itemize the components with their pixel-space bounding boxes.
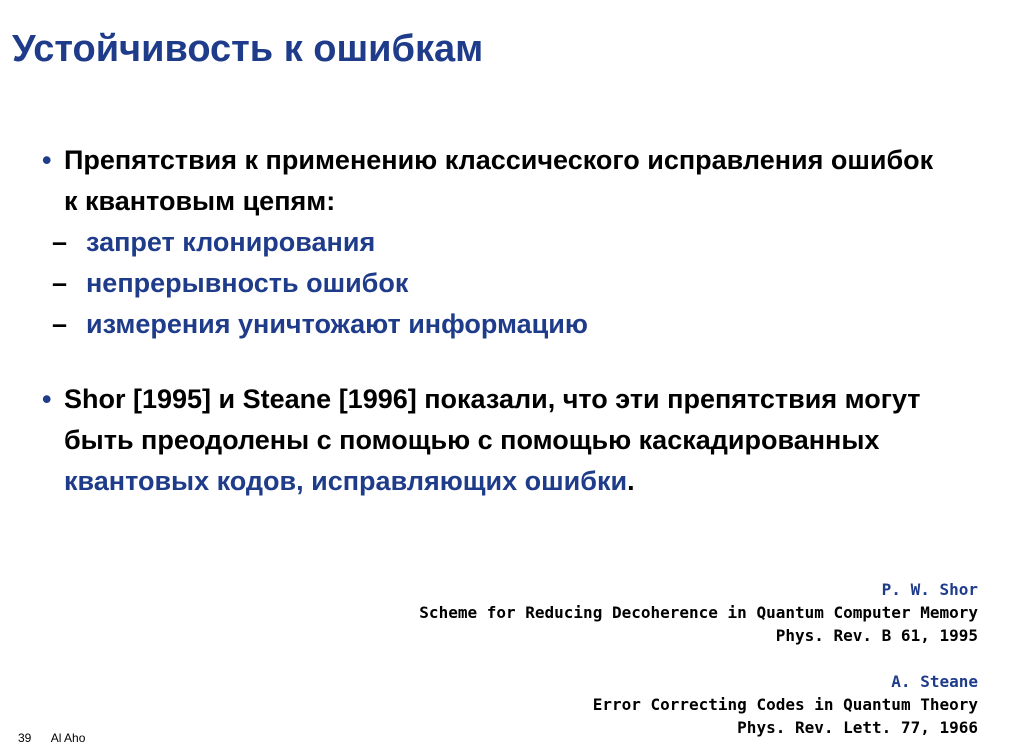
- dash-marker: –: [52, 227, 68, 257]
- bullet-text: Shor [1995] и Steane [1996] показали, что эти препятствия могут быть преодолены с помощью с помощью каскадированных: [64, 384, 921, 455]
- reference-author: A. Steane: [891, 672, 978, 691]
- references: [419, 578, 978, 739]
- bullet-item-obstacles: [42, 140, 942, 222]
- sub-bullet-list: [42, 222, 942, 345]
- sub-bullet-text: измерения уничтожают информацию: [86, 309, 588, 339]
- sub-bullet-item: [52, 263, 942, 304]
- page-title: Устойчивость к ошибкам: [12, 28, 484, 70]
- dash-marker: –: [52, 309, 68, 339]
- sub-bullet-item: [52, 304, 942, 345]
- reference-author: P. W. Shor: [881, 580, 978, 599]
- bullet-text-end: .: [627, 466, 635, 496]
- reference-title: Scheme for Reducing Decoherence in Quantum Computer Memory: [419, 603, 978, 622]
- reference-title: Error Correcting Codes in Quantum Theory: [592, 695, 978, 714]
- reference-journal: Phys. Rev. Lett. 77, 1966: [737, 718, 978, 737]
- highlighted-term: квантовых кодов, исправляющих ошибки: [64, 466, 628, 496]
- bullet-list: [42, 140, 942, 502]
- sub-bullet-text: непрерывность ошибок: [86, 268, 409, 298]
- footer-author: Al Aho: [50, 731, 86, 745]
- bullet-item-shor-steane: [42, 379, 942, 502]
- slide-footer: [18, 731, 85, 745]
- dash-marker: –: [52, 268, 68, 298]
- reference-spacer: [419, 647, 978, 670]
- bullet-marker: •: [42, 384, 52, 414]
- bullet-text: Препятствия к применению классического исправления ошибок к квантовым цепям:: [64, 145, 934, 216]
- bullet-marker: •: [42, 145, 52, 175]
- sub-bullet-text: запрет клонирования: [86, 227, 376, 257]
- page-number: 39: [18, 731, 32, 745]
- sub-bullet-item: [52, 222, 942, 263]
- reference-journal: Phys. Rev. B 61, 1995: [775, 626, 978, 645]
